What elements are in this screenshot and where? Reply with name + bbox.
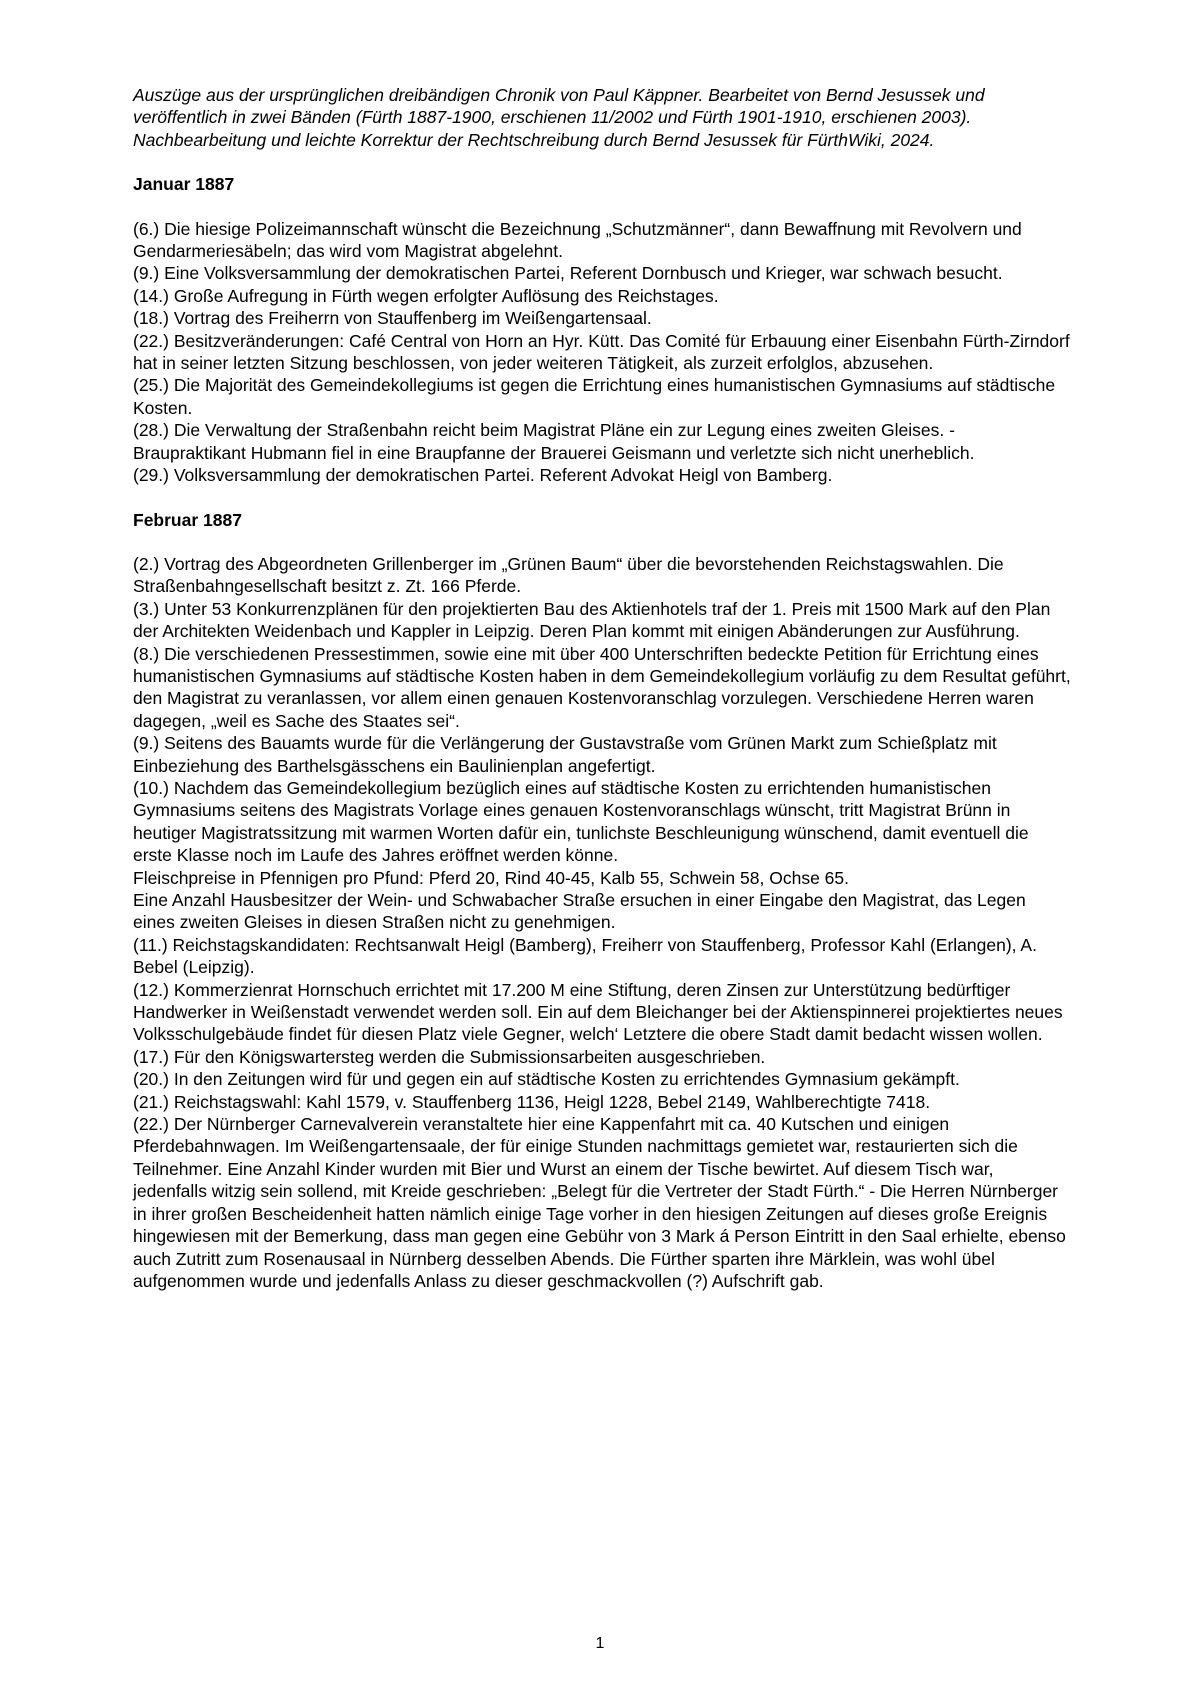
chronicle-entry: (29.) Volksversammlung der demokratischen Partei. Referent Advokat Heigl von Bamberg. (133, 465, 833, 486)
chronicle-entry: (6.) Die hiesige Polizeimannschaft wünscht die Bezeichnung „Schutzmänner“, dann Bewaffnung mit Revolvern und Gendarmeriesäbeln; das wird vom Magistrat abgelehnt. (133, 218, 1022, 262)
section-body-januar-1887 (133, 218, 1072, 487)
chronicle-entry: (18.) Vortrag des Freiherrn von Stauffenberg im Weißengartensaal. (133, 308, 652, 329)
chronicle-entry: (22.) Der Nürnberger Carnevalverein veranstaltete hier eine Kappenfahrt mit ca. 40 Kutschen und einigen Pferdebahnwagen. Im Weißengartensaale, der für einige Stunden nachmittags gemietet war, restaurierten sich die Teilnehmer. Eine Anzahl Kinder wurden mit Bier und Wurst an einem der Tische bewirtet. Auf diesem Tisch war, jedenfalls witzig sein sollend, mit Kreide geschrieben: „Belegt für die Vertreter der Stadt Fürth.“ - Die Herren Nürnberger in ihrer großen Bescheidenheit hatten nämlich einige Tage vorher in den hiesigen Zeitungen auf dieses große Ereignis hingewiesen mit der Bemerkung, dass man gegen eine Gebühr von 3 Mark á Person Eintritt in den Saal erhielte, ebenso auch Zutritt zum Rosenausaal in Nürnberg desselben Abends. Die Fürther sparten ihre Märklein, was wohl übel aufgenommen wurde und jedenfalls Anlass zu dieser geschmackvollen (?) Aufschrift gab. (133, 1114, 1066, 1291)
intro-paragraph: Auszüge aus der ursprünglichen dreibändigen Chronik von Paul Käppner. Bearbeitet von Bernd Jesussek und veröffentlich in zwei Bänden (Fürth 1887-1900, erschienen 11/2002 und Fürth 1901-1910, erschienen 2003). (133, 85, 985, 128)
chronicle-entry: (20.) In den Zeitungen wird für und gegen ein auf städtische Kosten zu errichtendes Gymnasium gekämpft. (133, 1069, 960, 1090)
page-number: 1 (595, 1634, 605, 1652)
chronicle-entry: (12.) Kommerzienrat Hornschuch errichtet mit 17.200 M eine Stiftung, deren Zinsen zur Unterstützung bedürftiger Handwerker in Weißenstadt verwendet werden soll. Ein auf dem Bleichanger bei der Aktienspinnerei projektiertes neues Volksschulgebäude findet für diesen Platz viele Gegner, welch‘ Letztere die obere Stadt damit bedacht wissen wollen. (133, 979, 1063, 1045)
chronicle-entry: (8.) Die verschiedenen Pressestimmen, sowie eine mit über 400 Unterschriften bedeckte Petition für Errichtung eines humanistischen Gymnasiums auf städtische Kosten haben in dem Gemeindekollegium vorläufig zu dem Resultat geführt, den Magistrat zu veranlassen, vor allem einen genauen Kostenvoranschlag vorzulegen. Verschiedene Herren waren dagegen, „weil es Sache des Staates sei“. (133, 643, 1071, 731)
chronicle-entry: (21.) Reichstagswahl: Kahl 1579, v. Stauffenberg 1136, Heigl 1228, Bebel 2149, Wahlberechtigte 7418. (133, 1091, 931, 1112)
chronicle-entry: (2.) Vortrag des Abgeordneten Grillenberger im „Grünen Baum“ über die bevorstehenden Reichstagswahlen. Die Straßenbahngesellschaft besitzt z. Zt. 166 Pferde. (133, 553, 1004, 597)
intro-paragraph: Nachbearbeitung und leichte Korrektur der Rechtschreibung durch Bernd Jesussek für FürthWiki, 2024. (133, 129, 935, 150)
chronicle-entry: (28.) Die Verwaltung der Straßenbahn reicht beim Magistrat Pläne ein zur Legung eines zweiten Gleises. - Braupraktikant Hubmann fiel in eine Braupfanne der Brauerei Geismann und verletzte sich nicht unerheblich. (133, 420, 975, 463)
chronicle-entry: (10.) Nachdem das Gemeindekollegium bezüglich eines auf städtische Kosten zu errichtenden humanistischen Gymnasiums seitens des Magistrats Vorlage eines genauen Kostenvoranschlags wünscht, tritt Magistrat Brünn in heutiger Magistratssitzung mit warmen Worten dafür ein, tunlichste Beschleunigung wünschend, damit eventuell die erste Klasse noch im Laufe des Jahres eröffnet werden könne. (133, 777, 1029, 866)
chronicle-entry: (11.) Reichstagskandidaten: Rechtsanwalt Heigl (Bamberg), Freiherr von Stauffenberg, Professor Kahl (Erlangen), A. Bebel (Leipzig). (133, 934, 1037, 978)
section-heading-januar-1887: Januar 1887 (133, 174, 235, 195)
chronicle-entry: Fleischpreise in Pfennigen pro Pfund: Pferd 20, Rind 40-45, Kalb 55, Schwein 58, Ochse 65. (133, 867, 849, 888)
section-body-februar-1887 (133, 553, 1072, 1292)
chronicle-entry: Eine Anzahl Hausbesitzer der Wein- und Schwabacher Straße ersuchen in einer Eingabe den Magistrat, das Legen eines zweiten Gleises in diesen Straßen nicht zu genehmigen. (133, 890, 1026, 933)
section-heading-februar-1887: Februar 1887 (133, 509, 242, 530)
chronicle-entry: (14.) Große Aufregung in Fürth wegen erfolgter Auflösung des Reichstages. (133, 285, 719, 306)
chronicle-entry: (3.) Unter 53 Konkurrenzplänen für den projektierten Bau des Aktienhotels traf der 1. Preis mit 1500 Mark auf den Plan der Architekten Weidenbach und Kappler in Leipzig. Deren Plan kommt mit einigen Abänderungen zur Ausführung. (133, 598, 1051, 642)
chronicle-entry: (22.) Besitzveränderungen: Café Central von Horn an Hyr. Kütt. Das Comité für Erbauung einer Eisenbahn Fürth-Zirndorf hat in seiner letzten Sitzung beschlossen, von jeder weiteren Tätigkeit, als zurzeit erfolglos, abzusehen. (133, 330, 1070, 374)
chronicle-entry: (9.) Seitens des Bauamts wurde für die Verlängerung der Gustavstraße vom Grünen Markt zum Schießplatz mit Einbeziehung des Barthelsgässchens ein Baulinienplan angefertigt. (133, 733, 997, 776)
intro-block (133, 84, 1072, 151)
chronicle-entry: (17.) Für den Königswartersteg werden die Submissionsarbeiten ausgeschrieben. (133, 1046, 766, 1067)
chronicle-entry: (9.) Eine Volksversammlung der demokratischen Partei, Referent Dornbusch und Krieger, war schwach besucht. (133, 263, 1003, 284)
chronicle-entry: (25.) Die Majorität des Gemeindekollegiums ist gegen die Errichtung eines humanistischen Gymnasiums auf städtische Kosten. (133, 375, 1056, 418)
